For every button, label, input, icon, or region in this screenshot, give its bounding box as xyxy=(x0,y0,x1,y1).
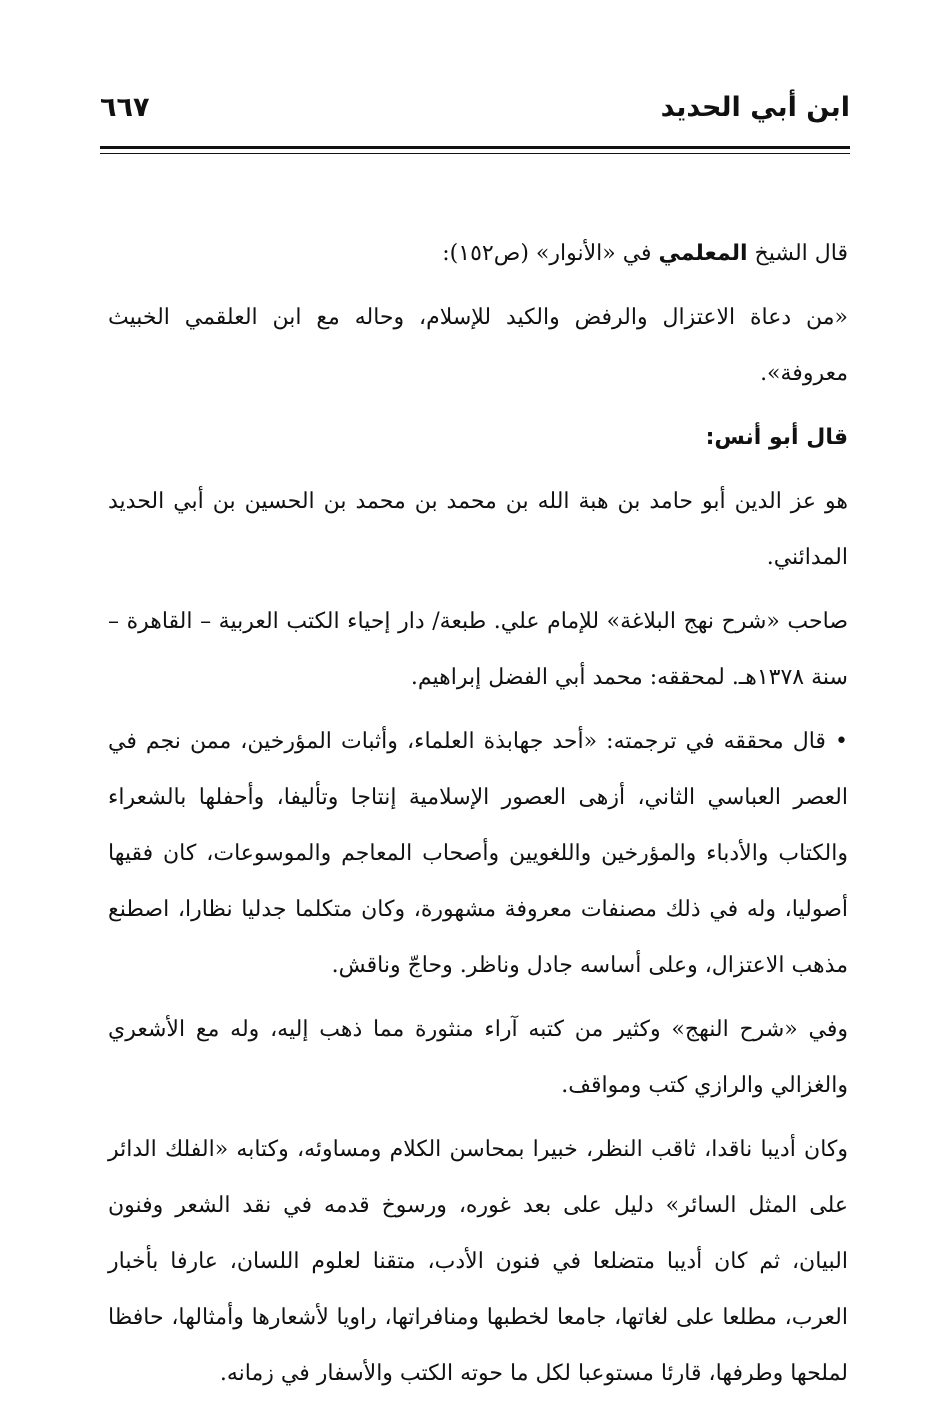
author-name-bold: المعلمي xyxy=(658,241,748,266)
paragraph-biography: • قال محققه في ترجمته: «أحد جهابذة العلماء، وأثبات المؤرخين، ممن نجم في العصر العباسي الثاني، أزهى العصور الإسلامية إنتاجا وتأليفا، وأحفلها بالشعراء والكتاب والأدباء والمؤرخين واللغويين وأصحاب المعاجم والموسوعات، كان فقيها أصوليا، وله في ذلك مصنفات معروفة مشهورة، وكان متكلما جدليا نظارا، اصطنع مذهب الاعتزال، وعلى أساسه جادل وناظر. وحاجّ وناقش. xyxy=(108,729,848,978)
paragraph-quote-intro xyxy=(108,226,848,282)
page-header xyxy=(100,92,850,140)
header-rule-thick xyxy=(100,146,850,149)
header-rule-thin xyxy=(100,153,850,154)
page-number: ٦٦٧ xyxy=(100,92,150,123)
section-heading: قال أبو أنس: xyxy=(705,425,848,450)
quote-intro-before: قال الشيخ xyxy=(747,241,848,266)
running-title: ابن أبي الحديد xyxy=(660,92,850,123)
paragraph-book: صاحب «شرح نهج البلاغة» للإمام علي. طبعة/ دار إحياء الكتب العربية – القاهرة – سنة ١٣٧٨هـ. لمحققه: محمد أبي الفضل إبراهيم. xyxy=(108,609,848,690)
body-text xyxy=(108,226,848,1410)
paragraph-quote: «من دعاة الاعتزال والرفض والكيد للإسلام، وحاله مع ابن العلقمي الخبيث معروفة». xyxy=(108,305,848,386)
quote-intro-after: في «الأنوار» (ص١٥٢): xyxy=(442,241,659,266)
paragraph-sharh: وفي «شرح النهج» وكثير من كتبه آراء منثورة مما ذهب إليه، وله مع الأشعري والغزالي والرازي كتب ومواقف. xyxy=(108,1017,848,1098)
paragraph-literary: وكان أديبا ناقدا، ثاقب النظر، خبيرا بمحاسن الكلام ومساوئه، وكتابه «الفلك الدائر على المثل السائر» دليل على بعد غوره، ورسوخ قدمه في نقد الشعر وفنون البيان، ثم كان أديبا متضلعا في فنون الأدب، متقنا لعلوم اللسان، عارفا بأخبار العرب، مطلعا على لغاتها، جامعا لخطبها ومنافراتها، راويا لأشعارها وأمثالها، حافظا لملحها وطرفها، قارئا مستوعبا لكل ما حوته الكتب والأسفار في زمانه. xyxy=(108,1137,848,1386)
paragraph-name: هو عز الدين أبو حامد بن هبة الله بن محمد بن محمد بن الحسين بن أبي الحديد المدائني. xyxy=(108,489,848,570)
